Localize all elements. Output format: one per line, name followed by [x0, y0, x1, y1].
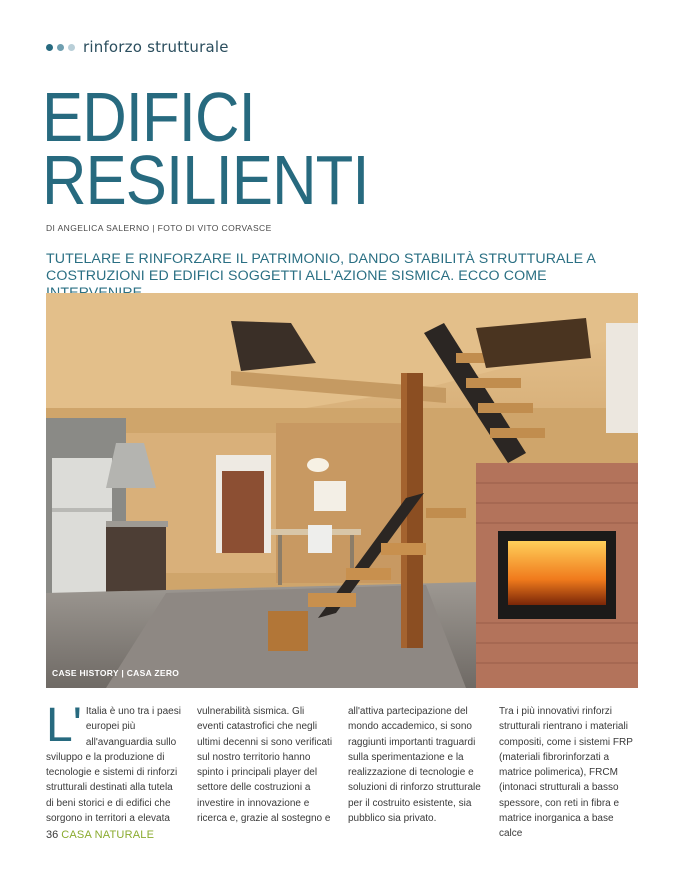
section-dot-2 — [57, 44, 64, 51]
body-column-2: vulnerabilità sismica. Gli eventi catastrofici che negli ultimi decenni si sono verificati sul nostro territorio hanno spinto i principali player del settore delle costruzioni a investire in innovazione e ricerca e, grazie al sostegno e — [197, 706, 333, 825]
section-label: rinforzo strutturale — [83, 38, 229, 56]
body-column-4: Tra i più innovativi rinforzi strutturali rientrano i materiali compositi, come i sistemi FRP (materiali fibrorinforzati a matrice polimerica), FRCM (intonaci strutturali a basso spessore, con reti in fibra e matrice inorganica a base calce — [499, 706, 633, 840]
byline: DI ANGELICA SALERNO | FOTO DI VITO CORVASCE — [46, 223, 272, 233]
article-title-line2: RESILIENTI — [42, 141, 369, 219]
interior-photo — [46, 293, 638, 688]
interior-photo-illustration — [46, 293, 638, 688]
section-tag — [46, 38, 229, 56]
section-dot-3 — [68, 44, 75, 51]
photo-caption: CASE HISTORY | CASA ZERO — [52, 668, 180, 678]
lead-paragraph: TUTELARE E RINFORZARE IL PATRIMONIO, DANDO STABILITÀ STRUTTURALE A COSTRUZIONI ED EDIFICI SOGGETTI ALL'AZIONE SISMICA. ECCO COME — [46, 251, 596, 284]
body-column-1-text: Italia è uno tra i paesi europei più all'avanguardia sullo sviluppo e la produzione di tecnologie e sistemi di rinforzi strutturali destinati alla tutela di beni storici e di edifici che sorgono in territori a elevata — [46, 706, 181, 825]
drop-cap: L' — [46, 699, 82, 752]
body-column-3: all'attiva partecipazione del mondo accademico, si sono raggiunti importanti traguardi sulla sperimentazione e la realizzazione di tecnologie e soluzioni di rinforzo strutturale per il costruito esistente, sia pubblico sia privato. — [348, 706, 481, 825]
page-footer — [46, 829, 154, 841]
page-number: 36 — [46, 829, 59, 841]
body-column-1 — [46, 699, 182, 826]
article-title-line1: EDIFICI — [42, 78, 255, 156]
publication-name: CASA NATURALE — [61, 829, 155, 841]
section-dot-1 — [46, 44, 53, 51]
